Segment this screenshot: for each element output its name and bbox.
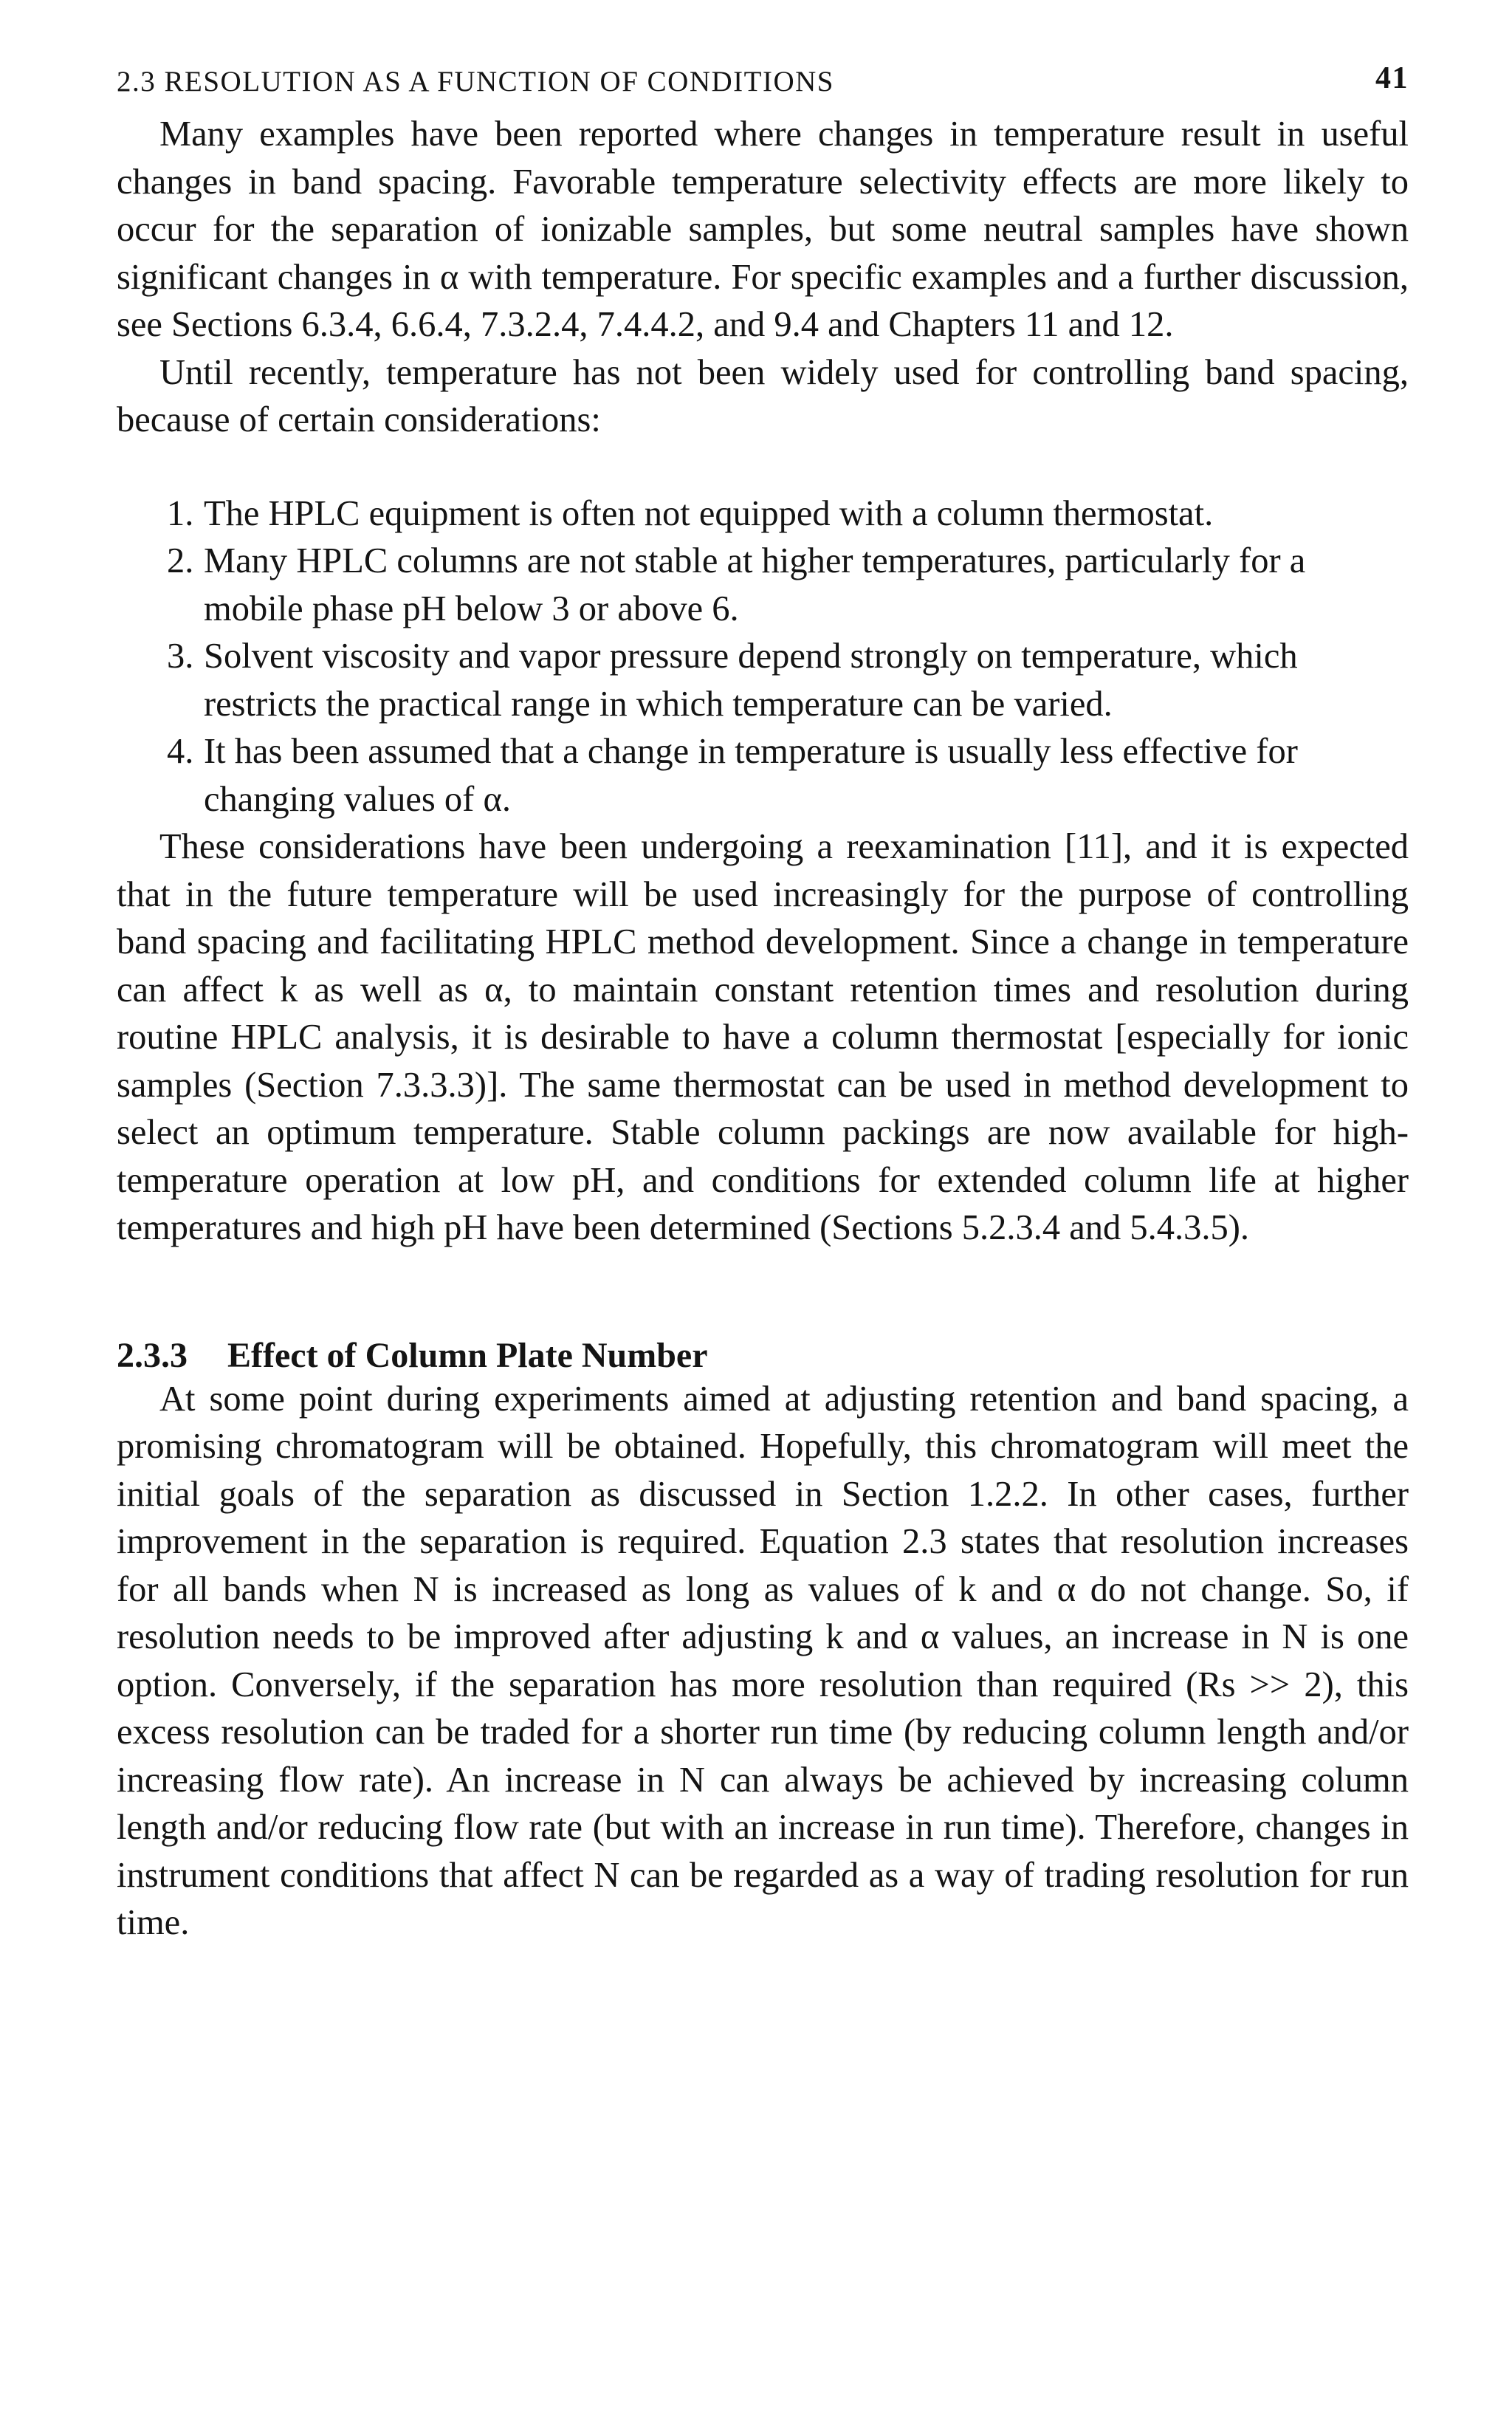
list-item-number: 1. bbox=[167, 493, 194, 533]
list-item bbox=[167, 633, 1409, 728]
list-item-number: 3. bbox=[167, 637, 194, 676]
list-item-text: Solvent viscosity and vapor pressure depend strongly on temperature, which restricts the practical range in which temperature can be varied. bbox=[204, 637, 1298, 724]
running-title: 2.3 RESOLUTION AS A FUNCTION OF CONDITIONS bbox=[117, 66, 834, 97]
section-title: Effect of Column Plate Number bbox=[227, 1335, 708, 1375]
list-item bbox=[167, 490, 1409, 538]
section-heading bbox=[117, 1335, 1409, 1376]
paragraph-reexamination: These considerations have been undergoing a reexamination [11], and it is expected that in the future temperature will be used increasingly for the purpose of controlling band spacing and facilitating HPLC method development. Since a change in temperature can affect k as well as α, to maintain constant retention times and resolution during routine HPLC analysis, it is desirable to have a column thermostat [especially for ionic samples (Section 7.3.3.3)]. The same thermostat can be used in method development to select an optimum temperature. Stable column packings are now available for high-temperature operation at low pH, and conditions for extended column life at higher temperatures and high pH have been determined (Sections 5.2.3.4 and 5.4.3.5). bbox=[117, 827, 1409, 1247]
list-item-number: 4. bbox=[167, 732, 194, 771]
paragraph-temperature-examples: Many examples have been reported where changes in temperature result in useful changes in band spacing. Favorable temperature selectivity effects are more likely to occur for the separation of ionizable samples, but some neutral samples have shown significant changes in α with temperature. For specific examples and a further discussion, see Sections 6.3.4, 6.6.4, 7.3.2.4, 7.4.4.2, and 9.4 and Chapters 11 and 12. bbox=[117, 114, 1409, 344]
section-number: 2.3.3 bbox=[117, 1335, 188, 1375]
paragraph-plate-number: At some point during experiments aimed at adjusting retention and band spacing, a promising chromatogram will be obtained. Hopefully, this chromatogram will meet the initial goals of the separation as discussed in Section 1.2.2. In other cases, further improvement in the separation is required. Equation 2.3 states that resolution increases for all bands when N is increased as long as values of k and α do not change. So, if resolution needs to be improved after adjusting k and α values, an increase in N is one option. Conversely, if the separation has more resolution than required (Rs >> 2), this excess resolution can be traded for a shorter run time (by reducing column length and/or increasing flow rate). An increase in N can always be achieved by increasing column length and/or reducing flow rate (but with an increase in run time). Therefore, changes in instrument conditions that affect N can be regarded as a way of trading resolution for run time. bbox=[117, 1379, 1409, 1942]
list-item-text: The HPLC equipment is often not equipped with a column thermostat. bbox=[204, 493, 1214, 533]
list-item-text: Many HPLC columns are not stable at higher temperatures, particularly for a mobile phase pH below 3 or above 6. bbox=[204, 541, 1306, 628]
running-head bbox=[117, 52, 1409, 111]
considerations-list bbox=[117, 490, 1409, 824]
book-page bbox=[117, 52, 1409, 1947]
list-item bbox=[167, 538, 1409, 633]
paragraph-considerations-intro: Until recently, temperature has not been widely used for controlling band spacing, because of certain considerations: bbox=[117, 352, 1409, 439]
list-item bbox=[167, 728, 1409, 823]
list-item-text: It has been assumed that a change in temperature is usually less effective for changing values of α. bbox=[204, 732, 1298, 819]
list-item-number: 2. bbox=[167, 541, 194, 580]
page-number: 41 bbox=[1375, 61, 1409, 95]
